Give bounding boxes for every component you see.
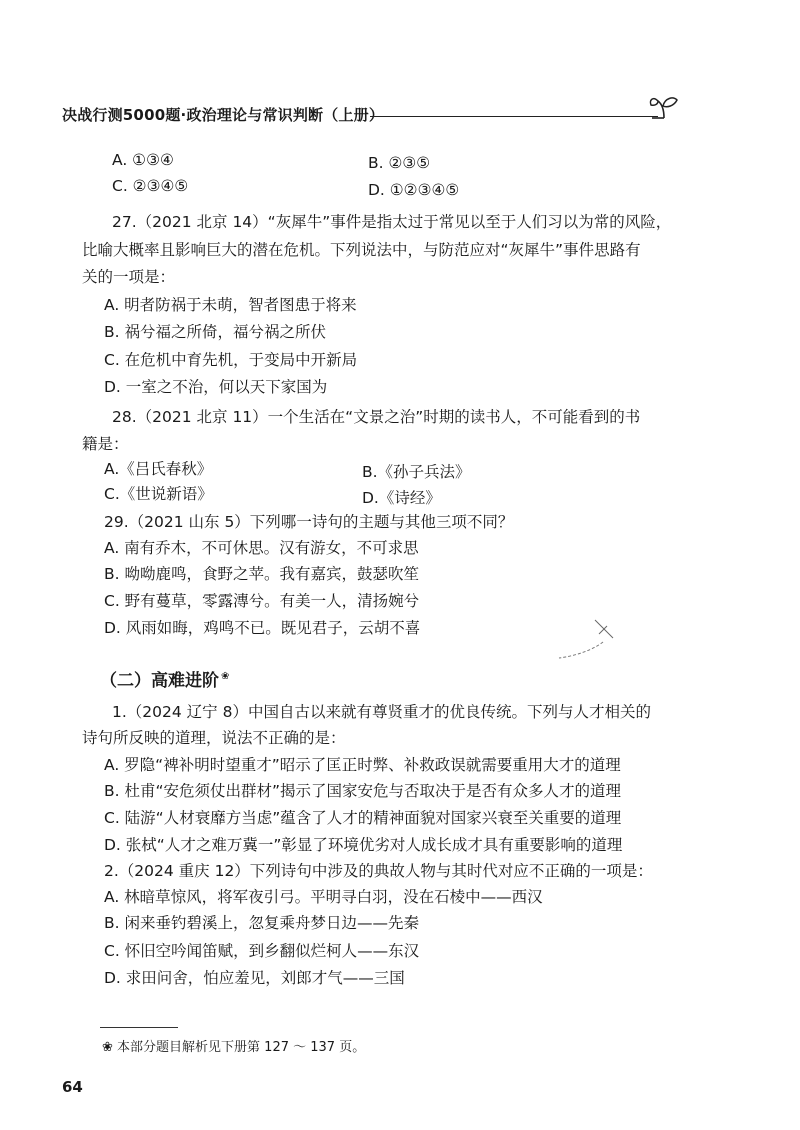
option-d: D.《诗经》 (362, 489, 441, 507)
option-a: A. 罗隐“裨补明时望重才”昭示了匡正时弊、补救政误就需要重用大才的道理 (104, 756, 621, 774)
option-c: C.《世说新语》 (104, 485, 213, 503)
sprout-icon (648, 92, 680, 120)
question-stem: 2.（2024 重庆 12）下列诗句中涉及的典故人物与其时代对应不正确的一项是： (104, 862, 653, 880)
footnote-rule (100, 1027, 178, 1028)
section-heading (100, 666, 229, 691)
option-c: C. 在危机中育先机，于变局中开新局 (104, 351, 358, 369)
option-b: B. 闲来垂钓碧溪上，忽复乘舟梦日边——先秦 (104, 914, 419, 932)
pencil-mark (555, 612, 625, 662)
flower-icon: ❀ (221, 671, 230, 683)
question-stem: 27.（2021 北京 14）“灰犀牛”事件是指太过于常见以至于人们习以为常的风险， (112, 213, 672, 231)
option-c: C. 野有蔓草，零露漙兮。有美一人，清扬婉兮 (104, 592, 420, 610)
question-stem: 1.（2024 辽宁 8）中国自古以来就有尊贤重才的优良传统。下列与人才相关的 (112, 703, 651, 721)
option-b: B. 祸兮福之所倚，福兮祸之所伏 (104, 323, 326, 341)
header-rule (370, 116, 658, 117)
option-c: C. 陆游“人材衰靡方当虑”蕴含了人才的精神面貌对国家兴衰至关重要的道理 (104, 809, 622, 827)
option-a: A. 林暗草惊风，将军夜引弓。平明寻白羽，没在石棱中——西汉 (104, 888, 543, 906)
question-stem: 29.（2021 山东 5）下列哪一诗句的主题与其他三项不同？ (104, 513, 514, 531)
option-b: B.《孙子兵法》 (362, 463, 471, 481)
option-d: D. 一室之不治，何以天下家国为 (104, 378, 328, 396)
footnote-text: 本部分题目解析见下册第 127 ～ 137 页。 (117, 1040, 366, 1055)
option-a: A. 明者防祸于未萌，智者图患于将来 (104, 296, 357, 314)
option-d: D. 风雨如晦，鸡鸣不已。既见君子，云胡不喜 (104, 619, 421, 637)
option-c: C. 怀旧空吟闻笛赋，到乡翻似烂柯人——东汉 (104, 942, 420, 960)
option-d: D. ①②③④⑤ (368, 181, 460, 199)
page-number: 64 (62, 1078, 83, 1096)
question-stem: 28.（2021 北京 11）一个生活在“文景之治”时期的读书人，不可能看到的书 (112, 408, 641, 426)
question-stem: 关的一项是： (82, 268, 176, 286)
option-b: B. 杜甫“安危须仗出群材”揭示了国家安危与否取决于是否有众多人才的道理 (104, 782, 622, 800)
option-a: A. 南有乔木，不可休思。汉有游女，不可求思 (104, 539, 419, 557)
option-b: B. ②③⑤ (368, 154, 431, 172)
flower-icon: ❀ (102, 1040, 113, 1055)
option-c: C. ②③④⑤ (112, 177, 189, 195)
option-a: A. ①③④ (112, 151, 174, 169)
running-header-title: 决战行测5000题·政治理论与常识判断（上册） (62, 106, 385, 124)
option-d: D. 求田问舍，怕应羞见，刘郎才气——三国 (104, 969, 405, 987)
footnote (102, 1036, 365, 1055)
question-stem: 比喻大概率且影响巨大的潜在危机。下列说法中，与防范应对“灰犀牛”事件思路有 (82, 241, 641, 259)
option-b: B. 呦呦鹿鸣，食野之苹。我有嘉宾，鼓瑟吹笙 (104, 565, 419, 583)
question-stem: 籍是： (82, 435, 129, 453)
option-a: A.《吕氏春秋》 (104, 460, 213, 478)
option-d: D. 张栻“人才之难万冀一”彰显了环境优劣对人成长成才具有重要影响的道理 (104, 836, 623, 854)
section-title: （二）高难进阶 (100, 671, 219, 691)
question-stem: 诗句所反映的道理，说法不正确的是： (82, 729, 346, 747)
